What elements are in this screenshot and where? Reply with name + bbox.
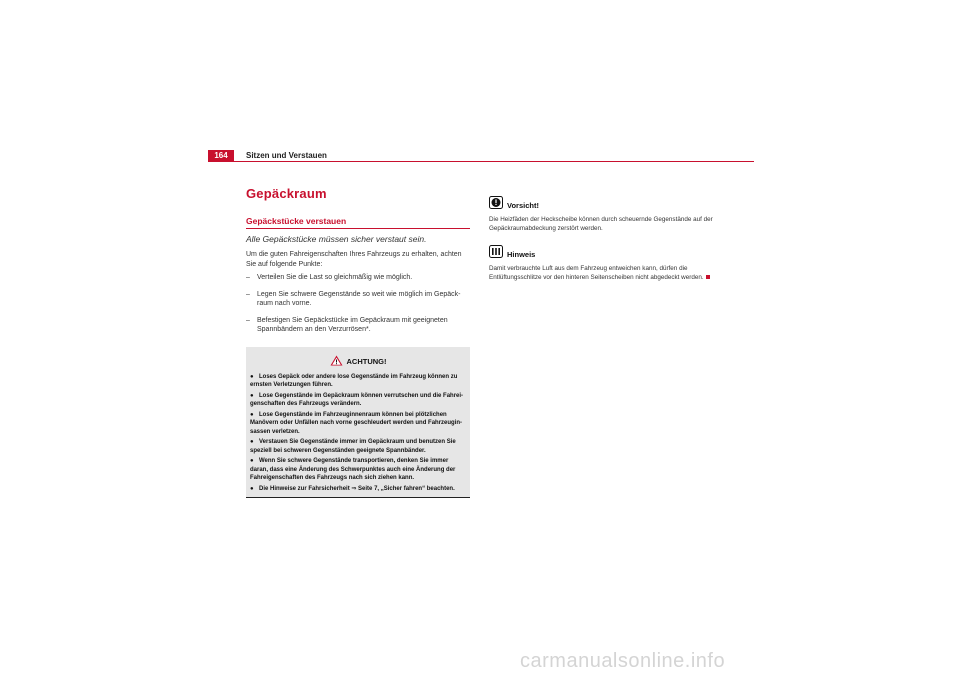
right-column xyxy=(489,196,729,282)
left-column xyxy=(246,186,470,498)
step-list xyxy=(246,273,470,335)
list-item: – Befestigen Sie Gepäckstücke im Gepäckraum mit geeigneten Spannbändern an den Verzurrösen*. xyxy=(246,316,448,333)
warning-box xyxy=(246,347,470,499)
warning-header xyxy=(250,353,466,371)
subsection-rule xyxy=(246,228,470,229)
warning-item: ● Loses Gepäck oder andere lose Gegenstände im Fahrzeug können zu ernsten Verletzungen führen. xyxy=(250,373,458,388)
warning-item: ● Die Hinweise zur Fahrsicherheit ⇒ Seite 7, „Sicher fahren“ beachten. xyxy=(250,485,455,492)
caution-title: Vorsicht! xyxy=(507,200,539,210)
warning-triangle-icon xyxy=(330,353,343,371)
caution-header xyxy=(489,196,729,214)
warning-item: ● Verstauen Sie Gegenstände immer im Gepäckraum und benutzen Sie speziell bei schweren Gegenständen geeignete Spannbänder. xyxy=(250,439,456,454)
warning-item: ● Wenn Sie schwere Gegenstände transportieren, denken Sie immer daran, dass eine Änderung des Schwerpunktes auch eine Änderung der Fahreigenschaften des Fahrzeugs nach sich ziehen kann. xyxy=(250,458,456,481)
note-text-block: Damit verbrauchte Luft aus dem Fahrzeug entweichen kann, dürfen die Entlüftungsschlitze vor den hinteren Seitenscheiben nicht abgedeckt werden. xyxy=(489,265,729,282)
lead-sentence: Alle Gepäckstücke müssen sicher verstaut sein. xyxy=(246,234,427,244)
warning-title: ACHTUNG! xyxy=(346,357,387,366)
section-title: Gepäckraum xyxy=(246,186,327,201)
subsection-title: Gepäckstücke verstauen xyxy=(246,216,347,226)
info-note-icon xyxy=(489,245,503,263)
note-header xyxy=(489,245,729,263)
intro-paragraph: Um die guten Fahreigenschaften Ihres Fahrzeugs zu erhalten, achten Sie auf folgende Punkte: xyxy=(246,251,462,268)
end-marker-icon xyxy=(706,275,710,279)
list-item: – Legen Sie schwere Gegenstände so weit wie möglich im Gepäck-raum nach vorne. xyxy=(246,290,461,307)
header-rule xyxy=(208,161,754,162)
page-number: 164 xyxy=(208,150,234,161)
watermark: carmanualsonline.info xyxy=(520,650,726,672)
warning-item: ● Lose Gegenstände im Gepäckraum können verrutschen und die Fahrei-genschaften des Fahrzeugs verändern. xyxy=(250,392,464,407)
warning-item: ● Lose Gegenstände im Fahrzeuginnenraum können bei plötzlichen Manövern oder Unfällen nach vorne geschleudert werden und Fahrzeugin-sassen verletzen. xyxy=(250,411,463,435)
exclamation-circle-icon xyxy=(489,196,503,214)
caution-text: Die Heizfäden der Heckscheibe können durch scheuernde Gegenstände auf der Gepäckraumabdeckung zerstört werden. xyxy=(489,216,713,232)
note-title: Hinweis xyxy=(507,249,536,259)
list-item: – Verteilen Sie die Last so gleichmäßig wie möglich. xyxy=(246,274,413,281)
running-header: Sitzen und Verstauen xyxy=(246,151,327,160)
